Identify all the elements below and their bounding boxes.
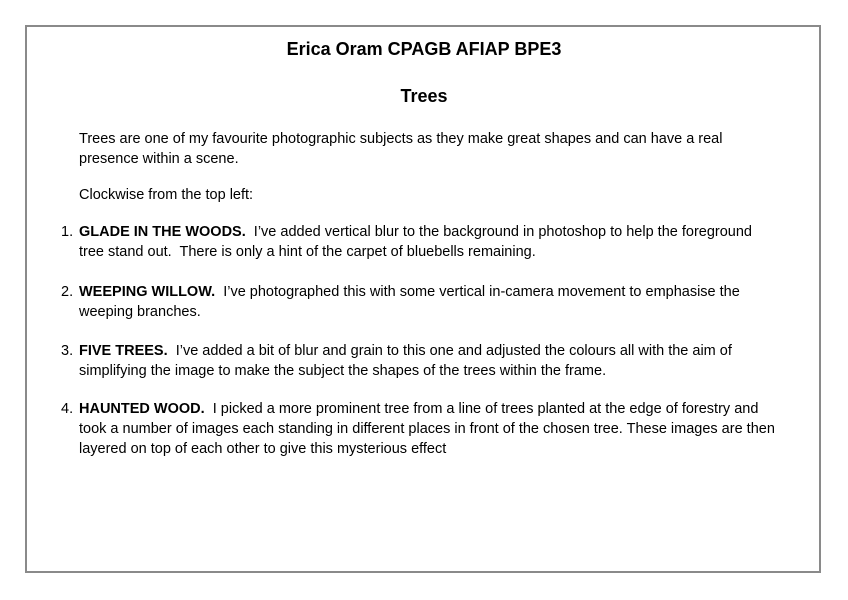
document-title: Erica Oram CPAGB AFIAP BPE3 <box>286 39 562 59</box>
list-item-text: I picked a more prominent tree from a line of trees planted at the edge of forestry and took a number of images each standing in different places in front of the chosen tree. These images are then layered on top of each other to give this mysterious effect <box>79 401 779 457</box>
intro-paragraph: Trees are one of my favourite photographic subjects as they make great shapes and can have a real presence within a scene. <box>79 131 723 167</box>
list-item-number: 1. <box>61 224 74 240</box>
list-item <box>61 341 779 381</box>
list-item-number: 2. <box>61 284 74 300</box>
list-item-number: 3. <box>61 343 74 359</box>
list-item <box>61 399 779 459</box>
list-item-heading: FIVE TREES. <box>79 343 168 359</box>
list-item-heading: HAUNTED WOOD. <box>79 401 205 417</box>
document-subtitle: Trees <box>400 86 448 106</box>
list-item-text: I’ve added vertical blur to the background in photoshop to help the foreground tree stand out. There is only a hint of the carpet of bluebells remaining. <box>79 224 757 260</box>
list-item <box>61 222 779 262</box>
list-item-number: 4. <box>61 401 74 417</box>
list-item-heading: WEEPING WILLOW. <box>79 284 216 300</box>
list-item <box>61 282 779 322</box>
lead-paragraph: Clockwise from the top left: <box>79 187 254 203</box>
list-item-text: I’ve photographed this with some vertical in-camera movement to emphasise the weeping branches. <box>79 284 744 320</box>
list-item-text: I’ve added a bit of blur and grain to this one and adjusted the colours all with the aim of simplifying the image to make the subject the shapes of the trees within the frame. <box>79 343 736 379</box>
list-item-heading: GLADE IN THE WOODS. <box>79 224 246 240</box>
